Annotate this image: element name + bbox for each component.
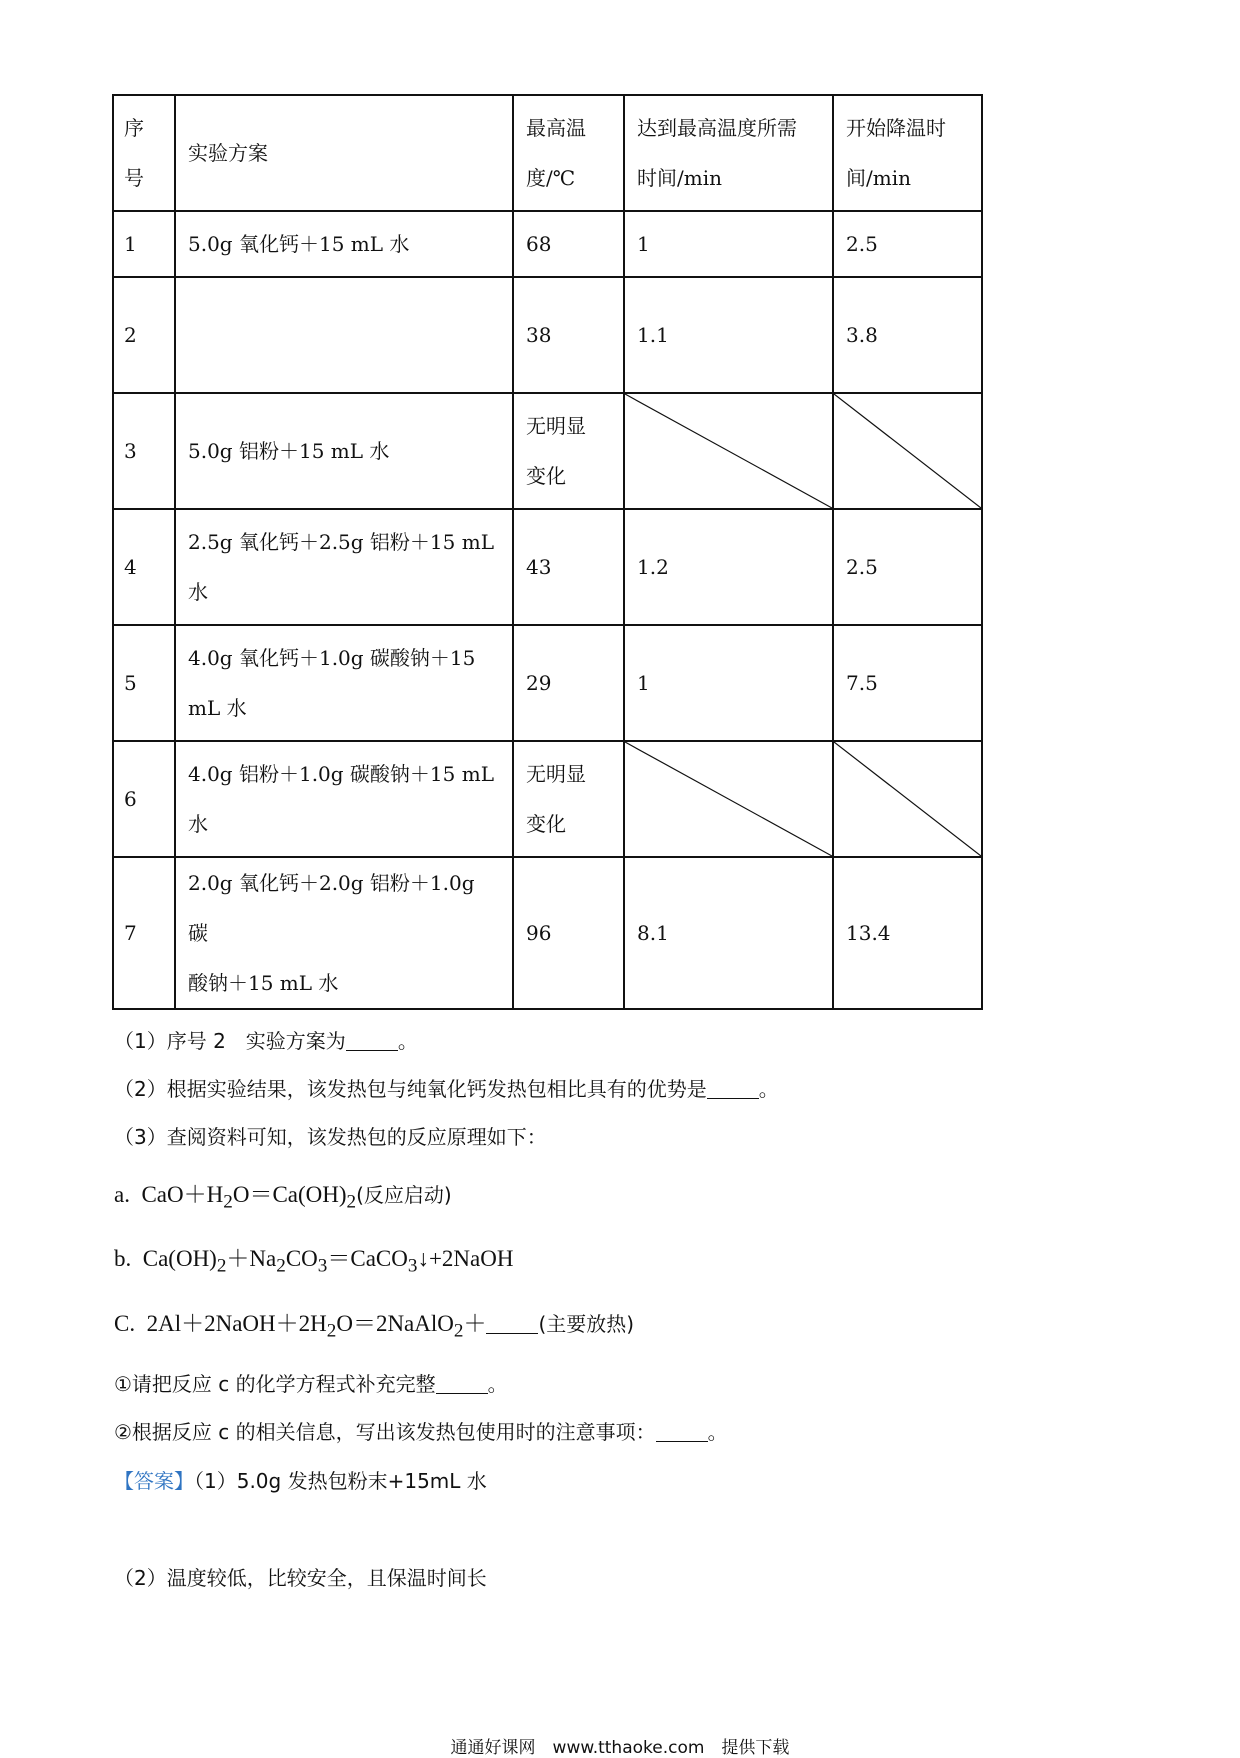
header-max-temp: 最高温 度/℃ bbox=[513, 95, 624, 211]
cell-cool-empty-diagonal bbox=[833, 741, 982, 857]
question-2: （2）根据实验结果，该发热包与纯氧化钙发热包相比具有的优势是 。 bbox=[114, 1077, 779, 1101]
cell-temp: 38 bbox=[513, 277, 624, 393]
equation-b: b. $Ca(OH)_2+Na_2CO_3=CaCO_3↓+2NaOH$ bbox=[114, 1246, 514, 1277]
cell-temp: 68 bbox=[513, 211, 624, 277]
cell-plan: 2.5g 氧化钙＋2.5g 铝粉＋15 mL 水 bbox=[175, 509, 513, 625]
cell-plan: 4.0g 铝粉＋1.0g 碳酸钠＋15 mL 水 bbox=[175, 741, 513, 857]
subquestion-2: ②根据反应 c 的相关信息，写出该发热包使用时的注意事项： 。 bbox=[114, 1420, 728, 1444]
cell-index: 4 bbox=[113, 509, 175, 625]
cell-index: 7 bbox=[113, 857, 175, 1009]
cell-time: 1 bbox=[624, 625, 833, 741]
cell-index: 5 bbox=[113, 625, 175, 741]
cell-cool: 2.5 bbox=[833, 211, 982, 277]
table-row bbox=[113, 211, 982, 277]
cell-plan: 2.0g 氧化钙＋2.0g 铝粉＋1.0g 碳 酸钠＋15 mL 水 bbox=[175, 857, 513, 1009]
diagonal-line bbox=[625, 394, 832, 508]
cell-plan: 4.0g 氧化钙＋1.0g 碳酸钠＋15 mL 水 bbox=[175, 625, 513, 741]
table-row bbox=[113, 509, 982, 625]
answer-tag: 【答案】 bbox=[114, 1469, 194, 1493]
cell-index: 1 bbox=[113, 211, 175, 277]
cell-plan: 5.0g 铝粉＋15 mL 水 bbox=[175, 393, 513, 509]
cell-time-empty-diagonal bbox=[624, 741, 833, 857]
cell-time: 1.2 bbox=[624, 509, 833, 625]
experiment-table bbox=[112, 94, 983, 1010]
cell-cool: 13.4 bbox=[833, 857, 982, 1009]
table-row bbox=[113, 277, 982, 393]
table-row bbox=[113, 741, 982, 857]
page-footer: 通通好课网 www.tthaoke.com 提供下载 bbox=[450, 1738, 790, 1758]
cell-temp: 无明显 变化 bbox=[513, 393, 624, 509]
diagonal-line bbox=[834, 742, 981, 856]
answer-2: （2）温度较低，比较安全，且保温时间长 bbox=[114, 1566, 487, 1590]
answer-blank bbox=[656, 1421, 708, 1442]
answer-blank bbox=[486, 1310, 538, 1334]
diagonal-line bbox=[625, 742, 832, 856]
question-1: （1）序号 2 实验方案为 。 bbox=[114, 1029, 418, 1053]
cell-index: 3 bbox=[113, 393, 175, 509]
answer-blank bbox=[707, 1078, 759, 1099]
header-index: 序 号 bbox=[113, 95, 175, 211]
header-plan: 实验方案 bbox=[175, 95, 513, 211]
cell-temp: 无明显 变化 bbox=[513, 741, 624, 857]
cell-cool: 3.8 bbox=[833, 277, 982, 393]
cell-time: 8.1 bbox=[624, 857, 833, 1009]
cell-cool-empty-diagonal bbox=[833, 393, 982, 509]
cell-index: 2 bbox=[113, 277, 175, 393]
subquestion-1: ①请把反应 c 的化学方程式补充完整 。 bbox=[114, 1372, 508, 1396]
table-header-row bbox=[113, 95, 982, 211]
cell-plan bbox=[175, 277, 513, 393]
header-cool-time: 开始降温时 间/min bbox=[833, 95, 982, 211]
equation-a: a. $CaO+H_2O=Ca(OH)_2$(反应启动) bbox=[114, 1182, 452, 1213]
table-row bbox=[113, 857, 982, 1009]
cell-cool: 7.5 bbox=[833, 625, 982, 741]
table-row bbox=[113, 393, 982, 509]
cell-time: 1 bbox=[624, 211, 833, 277]
cell-temp: 29 bbox=[513, 625, 624, 741]
answer-blank bbox=[436, 1373, 488, 1394]
cell-index: 6 bbox=[113, 741, 175, 857]
answer-1: 【答案】（1）5.0g 发热包粉末+15mL 水 bbox=[114, 1469, 487, 1493]
header-time-to-max: 达到最高温度所需 时间/min bbox=[624, 95, 833, 211]
diagonal-line bbox=[834, 394, 981, 508]
cell-time-empty-diagonal bbox=[624, 393, 833, 509]
cell-temp: 43 bbox=[513, 509, 624, 625]
equation-c: C. $2Al+2NaOH+2H_2O=2NaAlO_2+$ (主要放热) bbox=[114, 1311, 635, 1342]
table-row bbox=[113, 625, 982, 741]
cell-cool: 2.5 bbox=[833, 509, 982, 625]
answer-blank bbox=[346, 1030, 398, 1051]
cell-plan: 5.0g 氧化钙＋15 mL 水 bbox=[175, 211, 513, 277]
cell-time: 1.1 bbox=[624, 277, 833, 393]
cell-temp: 96 bbox=[513, 857, 624, 1009]
question-3: （3）查阅资料可知，该发热包的反应原理如下： bbox=[114, 1125, 547, 1149]
